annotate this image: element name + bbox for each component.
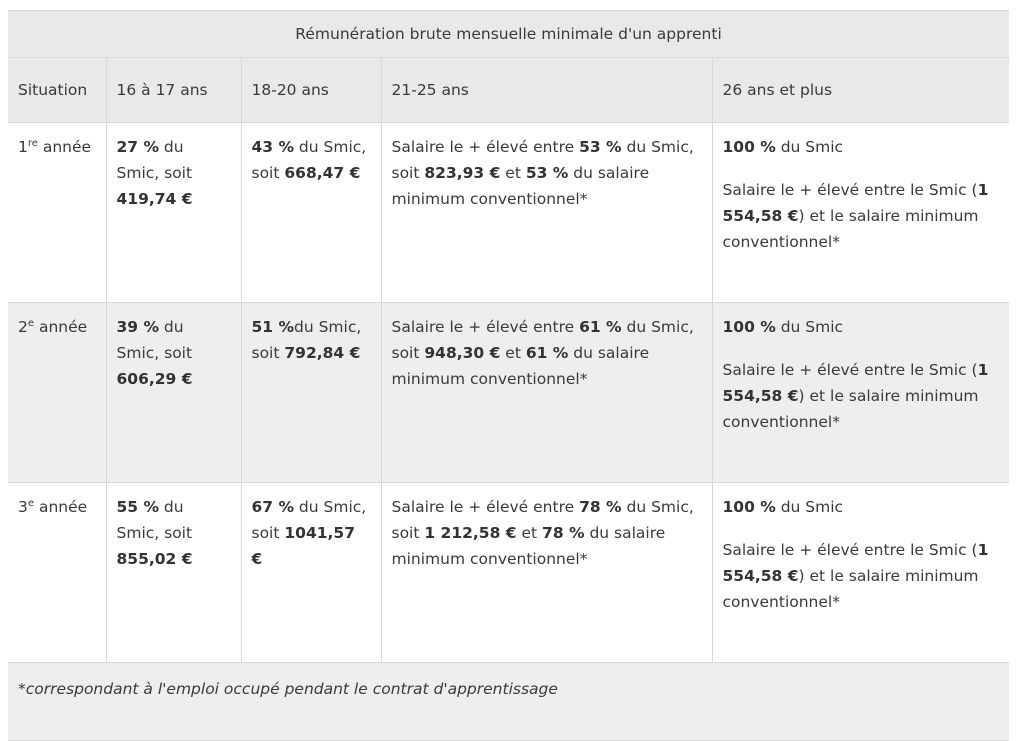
- cell-18-20: 51 %du Smic, soit 792,84 €: [241, 303, 381, 483]
- cell-16-17: 39 % du Smic, soit 606,29 €: [106, 303, 241, 483]
- cell-21-25: Salaire le + élevé entre 78 % du Smic, soit 1 212,58 € et 78 % du salaire minimum conventionnel*: [381, 483, 712, 663]
- cell-18-20: 43 % du Smic, soit 668,47 €: [241, 123, 381, 303]
- cell-26-plus: 100 % du Smic Salaire le + élevé entre le Smic (1 554,58 €) et le salaire minimum conventionnel*: [712, 483, 1009, 663]
- header-21-25: 21-25 ans: [381, 58, 712, 123]
- table-row: [8, 123, 1009, 303]
- situation-cell: 3e année: [8, 483, 106, 663]
- cell-26-plus: 100 % du Smic Salaire le + élevé entre le Smic (1 554,58 €) et le salaire minimum conventionnel*: [712, 303, 1009, 483]
- table-row: [8, 303, 1009, 483]
- apprentice-salary-table: [8, 10, 1009, 741]
- header-18-20: 18-20 ans: [241, 58, 381, 123]
- header-situation: Situation: [8, 58, 106, 123]
- situation-cell: 2e année: [8, 303, 106, 483]
- table-caption: Rémunération brute mensuelle minimale d'un apprenti: [8, 11, 1009, 58]
- cell-16-17: 27 % du Smic, soit 419,74 €: [106, 123, 241, 303]
- header-26-plus: 26 ans et plus: [712, 58, 1009, 123]
- situation-cell: 1re année: [8, 123, 106, 303]
- table-footnote: *correspondant à l'emploi occupé pendant le contrat d'apprentissage: [8, 663, 1009, 741]
- cell-21-25: Salaire le + élevé entre 53 % du Smic, soit 823,93 € et 53 % du salaire minimum conventionnel*: [381, 123, 712, 303]
- cell-18-20: 67 % du Smic, soit 1041,57 €: [241, 483, 381, 663]
- cell-26-plus: 100 % du Smic Salaire le + élevé entre le Smic (1 554,58 €) et le salaire minimum conventionnel*: [712, 123, 1009, 303]
- cell-16-17: 55 % du Smic, soit 855,02 €: [106, 483, 241, 663]
- table-row: [8, 483, 1009, 663]
- cell-21-25: Salaire le + élevé entre 61 % du Smic, soit 948,30 € et 61 % du salaire minimum conventionnel*: [381, 303, 712, 483]
- header-16-17: 16 à 17 ans: [106, 58, 241, 123]
- salary-table-container: [8, 10, 1009, 741]
